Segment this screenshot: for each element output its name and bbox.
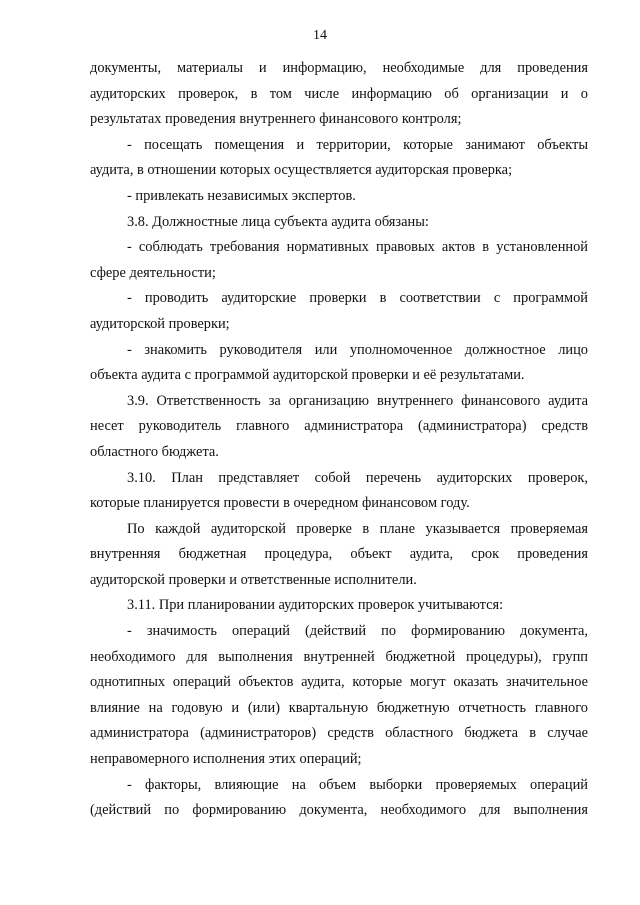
text-line: - проводить аудиторские проверки в соответствии с программой [127, 290, 588, 307]
text-line: - посещать помещения и территории, которые занимают объекты [127, 136, 588, 153]
text-line: аудита, в отношении которых осуществляется аудиторская проверка; [90, 162, 513, 179]
text-line: несет руководитель главного администратора (администратора) средств [90, 418, 588, 435]
text-line: - знакомить руководителя или уполномоченное должностное лицо [127, 341, 588, 358]
text-line: неправомерного исполнения этих операций; [90, 751, 362, 768]
text-line: 3.8. Должностные лица субъекта аудита обязаны: [127, 213, 429, 230]
text-line: областного бюджета. [90, 443, 219, 460]
paragraph [90, 593, 588, 619]
paragraph [90, 773, 588, 824]
text-line: объекта аудита с программой аудиторской проверки и её результатами. [90, 367, 525, 384]
text-line: влияние на годовую и (или) квартальную бюджетную отчетность главного [90, 699, 588, 716]
text-line: внутренняя бюджетная процедура, объект аудита, срок проведения [90, 546, 588, 563]
page-number: 14 [313, 28, 327, 43]
text-line: аудиторских проверок, в том числе информацию об организации и о [90, 85, 588, 102]
paragraph [90, 389, 588, 466]
text-line: - привлекать независимых экспертов. [127, 187, 356, 204]
text-line: необходимого для выполнения внутренней бюджетной процедуры), групп [90, 648, 588, 665]
text-line: - факторы, влияющие на объем выборки проверяемых операций [127, 776, 588, 793]
text-line: - соблюдать требования нормативных правовых актов в установленной [127, 239, 588, 256]
text-line: сфере деятельности; [90, 264, 216, 281]
text-line: результатах проведения внутреннего финансового контроля; [90, 111, 462, 128]
text-line: По каждой аудиторской проверке в плане указывается проверяемая [127, 520, 588, 537]
text-line: 3.9. Ответственность за организацию внутреннего финансового аудита [127, 392, 588, 409]
paragraph [90, 517, 588, 594]
text-line: 3.10. План представляет собой перечень аудиторских проверок, [127, 469, 588, 486]
text-line: которые планируется провести в очередном финансовом году. [90, 495, 470, 512]
paragraph [90, 338, 588, 389]
paragraph [90, 133, 588, 184]
paragraph [90, 235, 588, 286]
text-line: 3.11. При планировании аудиторских проверок учитываются: [127, 597, 504, 614]
text-line: однотипных операций объектов аудита, которые могут оказать значительное [90, 674, 588, 691]
text-line: администратора (администраторов) средств областного бюджета в случае [90, 725, 588, 742]
paragraph [90, 56, 588, 133]
paragraph [90, 184, 588, 210]
paragraph [90, 286, 588, 337]
paragraph [90, 466, 588, 517]
text-line: аудиторской проверки; [90, 315, 230, 332]
paragraph [90, 619, 588, 773]
text-line: документы, материалы и информацию, необходимые для проведения [90, 60, 588, 76]
text-line: аудиторской проверки и ответственные исполнители. [90, 571, 417, 588]
paragraph [90, 210, 588, 236]
document-body [90, 56, 588, 824]
text-line: - значимость операций (действий по формированию документа, [127, 623, 588, 640]
text-line: (действий по формированию документа, необходимого для выполнения [90, 802, 588, 819]
